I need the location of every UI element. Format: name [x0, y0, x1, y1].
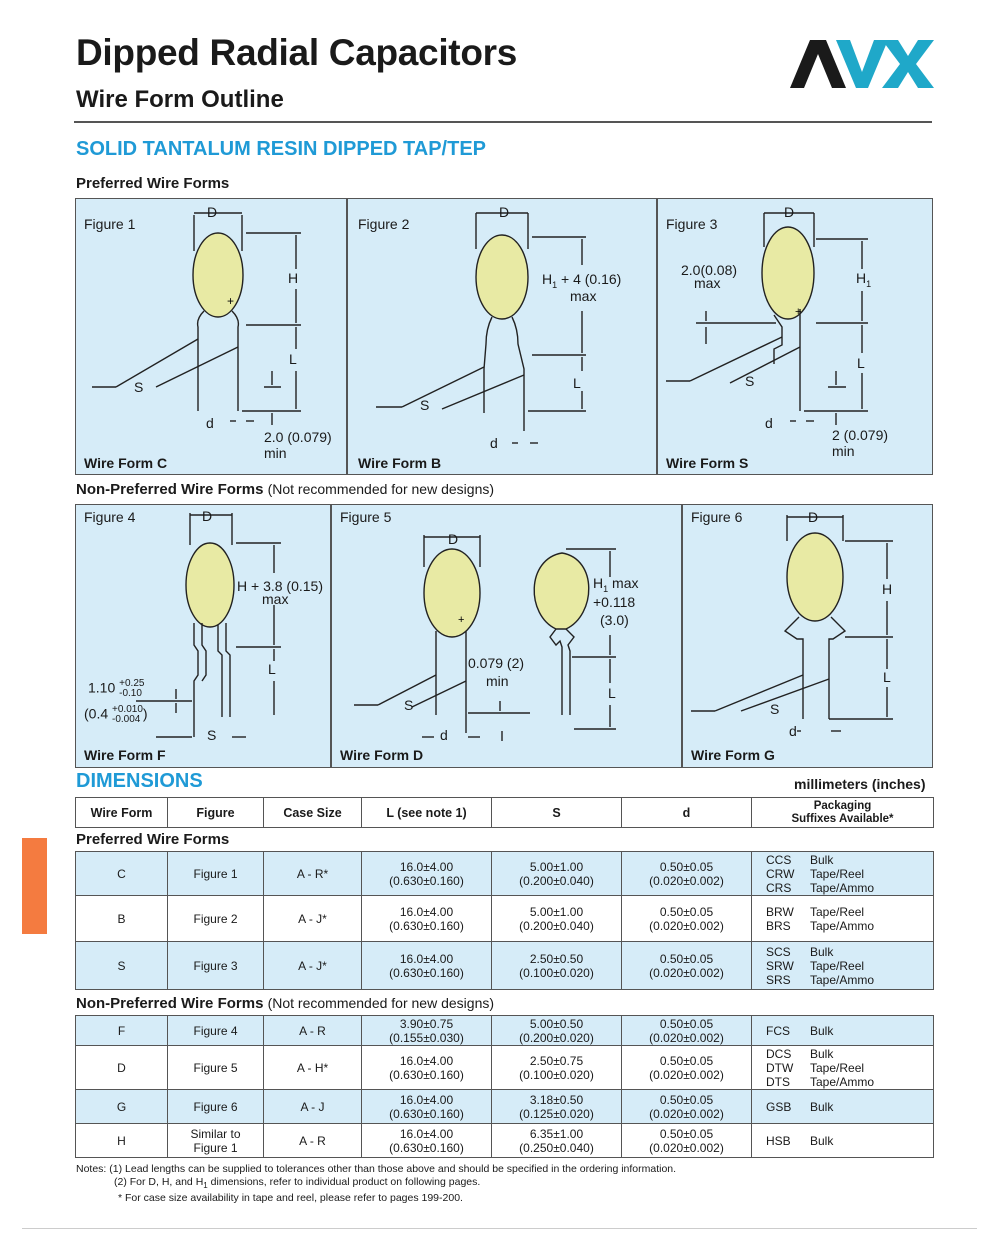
col-l: L (see note 1) [362, 798, 492, 828]
packaging-entry: SRW Tape/Reel [766, 958, 865, 973]
fig1-min-label: min [264, 445, 287, 461]
fig5-min-label: min [486, 673, 509, 689]
page-title: Dipped Radial Capacitors [76, 32, 518, 73]
cell-figure: Figure 1 [168, 852, 264, 896]
fig4-tol-1: 1.10 +0.25 -0.10 [88, 678, 145, 699]
wire-form-c-label: Wire Form C [84, 455, 168, 471]
packaging-entry: DCS Bulk [766, 1046, 834, 1061]
table-row [76, 1090, 934, 1124]
cell-figure: Similar to Figure 1 [168, 1124, 264, 1158]
fig5-min-value: 0.079 (2) [468, 655, 525, 671]
packaging-entry: HSB Bulk [766, 1133, 834, 1148]
table-row [76, 896, 934, 942]
cell-case-size: A - J [264, 1090, 362, 1124]
cell-d: 0.50±0.05 (0.020±0.002) [622, 1090, 752, 1124]
wire-form-g-label: Wire Form G [691, 747, 775, 763]
fig1-d-small-label: d [206, 415, 214, 431]
fig5-d-label: D [448, 531, 459, 547]
dimensions-header-table [75, 797, 934, 828]
cell-d: 0.50±0.05 (0.020±0.002) [622, 1046, 752, 1090]
table-row [76, 852, 934, 896]
cell-case-size: A - H* [264, 1046, 362, 1090]
packaging-entry: CRS Tape/Ammo [766, 880, 875, 895]
cell-packaging [752, 1124, 934, 1158]
cell-packaging [752, 1016, 934, 1046]
cell-l: 16.0±4.00 (0.630±0.160) [362, 942, 492, 990]
cell-l: 16.0±4.00 (0.630±0.160) [362, 852, 492, 896]
fig5-l-label: L [608, 685, 616, 701]
cell-packaging [752, 896, 934, 942]
cell-packaging [752, 1046, 934, 1090]
cell-s: 6.35±1.00 (0.250±0.040) [492, 1124, 622, 1158]
fig2-d-label: D [499, 204, 510, 220]
fig1-h-label: H [288, 270, 299, 286]
fig4-h-label: H + 3.8 (0.15) [237, 578, 323, 594]
cell-d: 0.50±0.05 (0.020±0.002) [622, 1016, 752, 1046]
fig2-l-label: L [573, 375, 581, 391]
cell-case-size: A - R [264, 1124, 362, 1158]
cell-case-size: A - J* [264, 942, 362, 990]
cell-l: 16.0±4.00 (0.630±0.160) [362, 1090, 492, 1124]
figure-2-label: Figure 2 [358, 216, 410, 232]
figure-6-drawing [681, 505, 933, 767]
cell-packaging [752, 1090, 934, 1124]
cell-wire-form: F [76, 1016, 168, 1046]
packaging-entry: GSB Bulk [766, 1099, 834, 1114]
cell-figure: Figure 3 [168, 942, 264, 990]
fig2-h1-label: $H_1 + 4$ (0.16) [542, 271, 622, 290]
col-case-size: Case Size [264, 798, 362, 828]
fig1-d-label: D [207, 204, 218, 220]
cell-case-size: A - R* [264, 852, 362, 896]
packaging-entry: BRS Tape/Ammo [766, 918, 875, 933]
fig3-min-value: 2 (0.079) [832, 427, 889, 443]
cell-s: 5.00±1.00 (0.200±0.040) [492, 852, 622, 896]
figure-5-label: Figure 5 [340, 509, 392, 525]
preferred-heading: Preferred Wire Forms [76, 175, 230, 192]
fig3-d-small-label: d [765, 415, 773, 431]
fig6-h-label: H [882, 581, 893, 597]
table-preferred-heading: Preferred Wire Forms [76, 831, 230, 848]
table-row [76, 1124, 934, 1158]
cell-case-size: A - R [264, 1016, 362, 1046]
fig3-l-label: L [857, 355, 865, 371]
fig5-tol-value: +0.118 [593, 594, 636, 610]
figure-4-drawing [76, 505, 330, 767]
preferred-table [75, 851, 934, 990]
cell-d: 0.50±0.05 (0.020±0.002) [622, 896, 752, 942]
fig5-tol-mm: (3.0) [600, 612, 629, 628]
nonpreferred-figures-panel [75, 504, 933, 768]
fig6-d-label: D [808, 509, 819, 525]
cell-wire-form: H [76, 1124, 168, 1158]
preferred-figures-panel [75, 198, 933, 475]
figure-4-label: Figure 4 [84, 509, 136, 525]
packaging-entry: SCS Bulk [766, 944, 834, 959]
col-s: S [492, 798, 622, 828]
svg-text:+: + [227, 294, 235, 308]
fig5-h1-label: $H_1$ max [593, 575, 639, 594]
fig6-l-label: L [883, 669, 891, 685]
packaging-entry: DTW Tape/Reel [766, 1060, 865, 1075]
cell-packaging [752, 852, 934, 896]
cell-case-size: A - J* [264, 896, 362, 942]
cell-d: 0.50±0.05 (0.020±0.002) [622, 942, 752, 990]
cell-l: 16.0±4.00 (0.630±0.160) [362, 896, 492, 942]
footer-rule [22, 1228, 977, 1229]
fig3-max-value: 2.0(0.08) [681, 262, 738, 278]
note-2: (2) For D, H, and $H_1$ dimensions, refer to individual product on following pages. [114, 1176, 481, 1191]
cell-wire-form: C [76, 852, 168, 896]
cell-s: 2.50±0.50 (0.100±0.020) [492, 942, 622, 990]
fig4-d-label: D [202, 508, 213, 524]
cell-packaging [752, 942, 934, 990]
cell-wire-form: D [76, 1046, 168, 1090]
fig1-s-label: S [134, 379, 144, 395]
cell-figure: Figure 6 [168, 1090, 264, 1124]
fig5-d-small-label: d [440, 727, 448, 743]
nonpreferred-table [75, 1015, 934, 1158]
fig3-h1-label: $H_1$ [856, 270, 872, 289]
packaging-entry: SRS Tape/Ammo [766, 972, 875, 987]
wire-form-s-label: Wire Form S [666, 455, 749, 471]
packaging-entry: BRW Tape/Reel [766, 904, 865, 919]
fig2-d-small-label: d [490, 435, 498, 451]
packaging-entry: CRW Tape/Reel [766, 866, 865, 881]
dimensions-title: DIMENSIONS [76, 770, 203, 792]
table-row [76, 1046, 934, 1090]
packaging-entry: FCS Bulk [766, 1023, 834, 1038]
cell-s: 3.18±0.50 (0.125±0.020) [492, 1090, 622, 1124]
svg-text:+: + [795, 306, 802, 318]
table-row [76, 1016, 934, 1046]
fig6-s-label: S [770, 701, 780, 717]
col-packaging: Packaging Suffixes Available* [752, 798, 934, 828]
table-row [76, 942, 934, 990]
avx-logo [790, 36, 935, 92]
fig6-d-small-label: d [789, 723, 797, 739]
fig4-s-label: S [207, 727, 217, 743]
fig2-s-label: S [420, 397, 430, 413]
cell-l: 16.0±4.00 (0.630±0.160) [362, 1124, 492, 1158]
figure-3-drawing [656, 199, 934, 474]
cell-s: 5.00±0.50 (0.200±0.020) [492, 1016, 622, 1046]
wire-form-d-label: Wire Form D [340, 747, 424, 763]
cell-d: 0.50±0.05 (0.020±0.002) [622, 852, 752, 896]
figure-2-drawing [346, 199, 656, 474]
cell-wire-form: G [76, 1090, 168, 1124]
wire-form-f-label: Wire Form F [84, 747, 166, 763]
notes [76, 1163, 676, 1205]
fig3-max-label: max [694, 275, 721, 291]
note-1: Notes: (1) Lead lengths can be supplied to tolerances other than those above and should be specified in the ordering information. [76, 1163, 677, 1175]
col-figure: Figure [168, 798, 264, 828]
units-label: millimeters (inches) [794, 776, 926, 792]
cell-figure: Figure 2 [168, 896, 264, 942]
col-wire-form: Wire Form [76, 798, 168, 828]
table-nonpreferred-heading: Non-Preferred Wire Forms (Not recommended for new designs) [76, 995, 495, 1012]
packaging-entry: DTS Tape/Ammo [766, 1074, 875, 1089]
cell-s: 2.50±0.75 (0.100±0.020) [492, 1046, 622, 1090]
fig4-l-label: L [268, 661, 276, 677]
cell-l: 16.0±4.00 (0.630±0.160) [362, 1046, 492, 1090]
page-subtitle: Wire Form Outline [76, 86, 284, 113]
fig1-min-value: 2.0 (0.079) [264, 429, 332, 445]
fig2-max-label: max [570, 288, 597, 304]
fig5-s-label: S [404, 697, 414, 713]
cell-d: 0.50±0.05 (0.020±0.002) [622, 1124, 752, 1158]
fig3-s-label: S [745, 373, 755, 389]
cell-wire-form: S [76, 942, 168, 990]
fig1-l-label: L [289, 351, 297, 367]
figure-3-label: Figure 3 [666, 216, 718, 232]
note-3: * For case size availability in tape and reel, please refer to pages 199-200. [118, 1192, 463, 1205]
figure-5-drawing [330, 505, 680, 767]
svg-text:+: + [458, 614, 465, 626]
page-tab [22, 838, 47, 934]
cell-wire-form: B [76, 896, 168, 942]
fig3-min-label: min [832, 443, 855, 459]
packaging-entry: CCS Bulk [766, 852, 834, 867]
col-d: d [622, 798, 752, 828]
fig4-tol-2: (0.4 +0.010 -0.004 ) [84, 704, 148, 725]
cell-l: 3.90±0.75 (0.155±0.030) [362, 1016, 492, 1046]
wire-form-b-label: Wire Form B [358, 455, 442, 471]
cell-figure: Figure 4 [168, 1016, 264, 1046]
cell-s: 5.00±1.00 (0.200±0.040) [492, 896, 622, 942]
fig4-max-label: max [262, 591, 289, 607]
cell-figure: Figure 5 [168, 1046, 264, 1090]
header-rule [74, 121, 932, 123]
section-title: SOLID TANTALUM RESIN DIPPED TAP/TEP [76, 138, 487, 160]
figure-1-label: Figure 1 [84, 216, 136, 232]
fig3-d-label: D [784, 204, 795, 220]
figure-6-label: Figure 6 [691, 509, 743, 525]
nonpreferred-heading: Non-Preferred Wire Forms (Not recommended for new designs) [76, 481, 495, 498]
